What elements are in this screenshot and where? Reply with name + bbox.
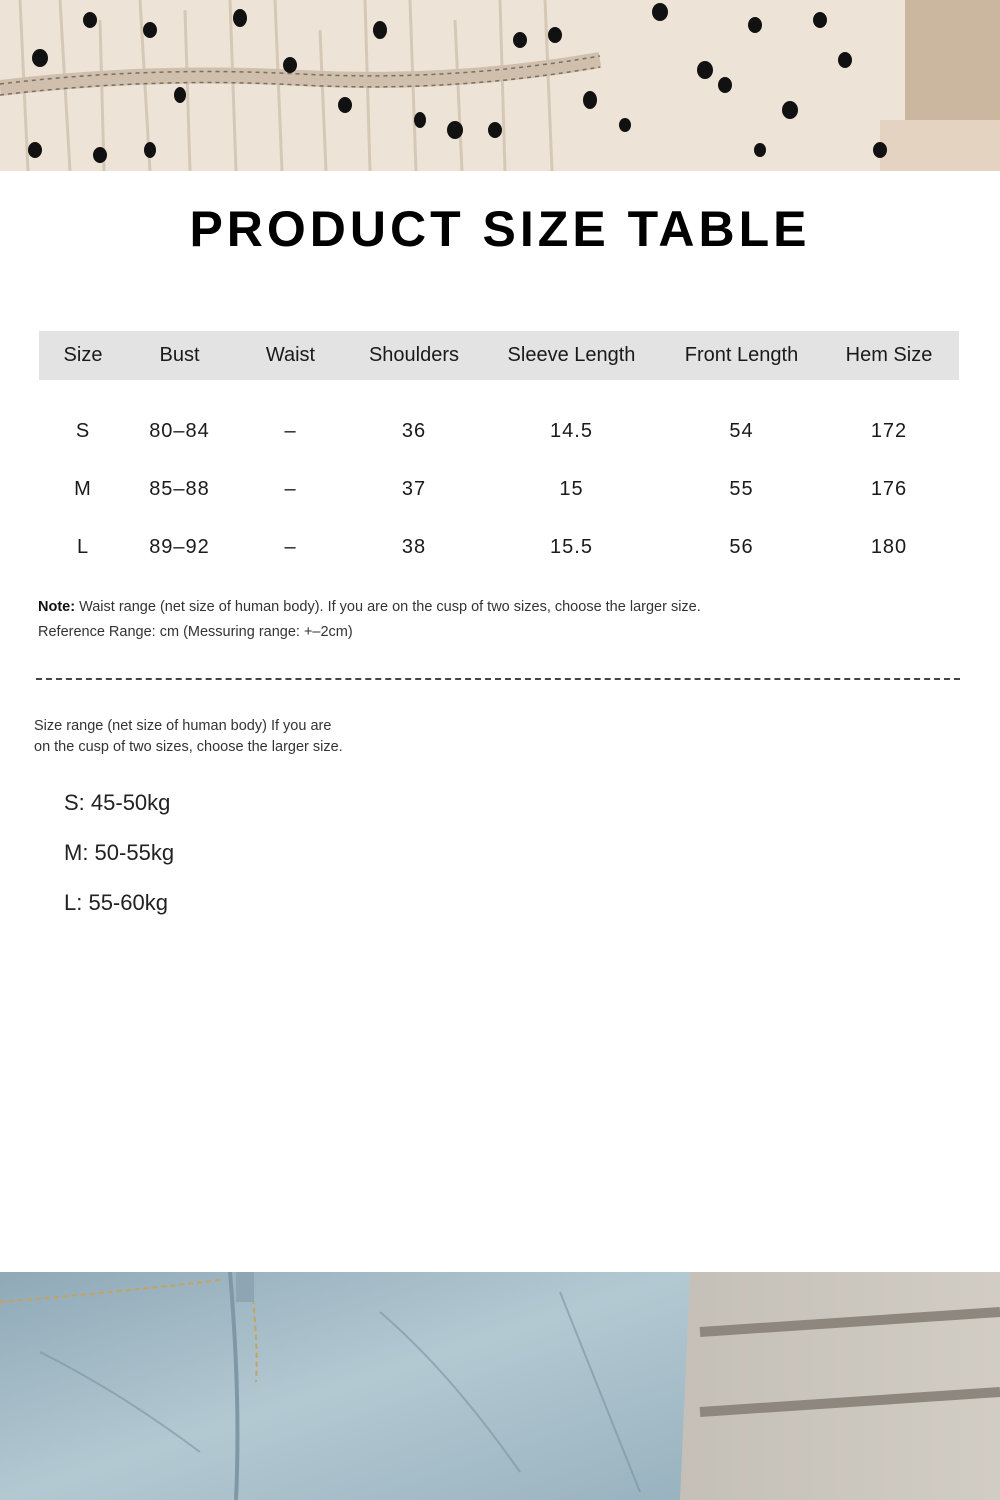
column-header-shoulders: Shoulders	[349, 331, 479, 380]
cell-waist: –	[284, 477, 297, 500]
size-range-line-1: Size range (net size of human body) If you are	[34, 718, 332, 734]
cell-front-length: 56	[729, 535, 754, 558]
weight-list	[64, 786, 174, 936]
list-item: M: 50-55kg	[64, 840, 175, 865]
note-text: Waist range (net size of human body). If you are on the cusp of two sizes, choose the larger size.	[75, 599, 701, 615]
polka-dot-fabric-image	[0, 0, 1000, 171]
note-label: Note:	[38, 599, 76, 615]
cell-hem-size: 172	[870, 419, 908, 442]
cell-shoulders: 36	[401, 419, 427, 442]
page-title: PRODUCT SIZE TABLE	[189, 201, 811, 257]
reference-range-text: Reference Range: cm (Messuring range: +–2cm)	[38, 624, 353, 640]
cell-sleeve-length: 14.5	[550, 419, 593, 442]
cell-sleeve-length: 15	[559, 477, 584, 500]
list-item: S: 45-50kg	[64, 790, 171, 815]
column-header-sleeve-length: Sleeve Length	[479, 331, 664, 380]
cell-shoulders: 38	[401, 535, 427, 558]
cell-size: M	[74, 477, 92, 500]
denim-fabric-image	[0, 1272, 1000, 1500]
list-item: L: 55-60kg	[64, 890, 168, 915]
size-note	[38, 595, 701, 645]
cell-shoulders: 37	[401, 477, 427, 500]
denim-photo	[0, 1272, 1000, 1500]
size-table	[39, 331, 959, 576]
column-header-front-length: Front Length	[664, 331, 819, 380]
cell-hem-size: 176	[870, 477, 908, 500]
blouse-photo	[0, 0, 1000, 171]
cell-waist: –	[284, 419, 297, 442]
cell-size: S	[75, 419, 91, 442]
column-header-hem-size: Hem Size	[819, 331, 959, 380]
cell-sleeve-length: 15.5	[550, 535, 593, 558]
cell-front-length: 54	[729, 419, 754, 442]
size-range-intro	[34, 716, 394, 758]
size-range-line-2: on the cusp of two sizes, choose the larger size.	[34, 739, 343, 755]
note-line	[38, 595, 701, 620]
cell-bust: 89–92	[149, 535, 210, 558]
table-row	[39, 518, 959, 576]
cell-waist: –	[284, 535, 297, 558]
cell-front-length: 55	[729, 477, 754, 500]
cell-hem-size: 180	[870, 535, 908, 558]
column-header-size: Size	[39, 331, 127, 380]
cell-size: L	[76, 535, 90, 558]
cell-bust: 80–84	[149, 419, 210, 442]
column-header-bust: Bust	[127, 331, 232, 380]
dashed-divider	[36, 678, 960, 680]
table-row	[39, 460, 959, 518]
table-header-row	[39, 331, 959, 380]
column-header-waist: Waist	[232, 331, 349, 380]
table-row	[39, 402, 959, 460]
cell-bust: 85–88	[149, 477, 210, 500]
